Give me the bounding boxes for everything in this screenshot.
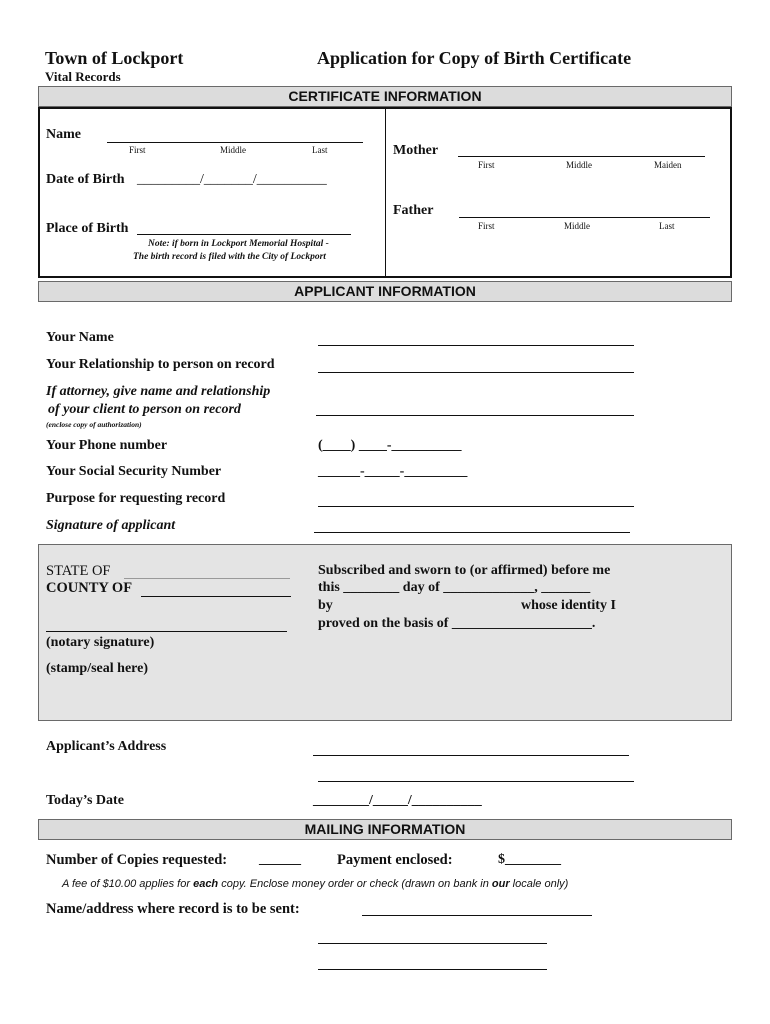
your-name-label: Your Name bbox=[46, 330, 114, 345]
fee-note: A fee of $10.00 applies for each copy. Enclose money order or check (drawn on bank in our locale only) bbox=[62, 878, 569, 890]
copies-label: Number of Copies requested: bbox=[46, 852, 228, 868]
copies-field[interactable]: ______ bbox=[259, 852, 301, 867]
signature-field[interactable] bbox=[314, 532, 630, 533]
form-title: Application for Copy of Birth Certificate bbox=[317, 48, 632, 68]
sworn-line-3a: by bbox=[318, 598, 333, 613]
notary-signature-field[interactable] bbox=[46, 631, 287, 632]
send-to-label: Name/address where record is to be sent: bbox=[46, 901, 300, 917]
county-of-field[interactable] bbox=[141, 596, 291, 597]
phone-label: Your Phone number bbox=[46, 438, 168, 453]
payment-label: Payment enclosed: bbox=[337, 852, 453, 868]
father-sub-first: First bbox=[478, 221, 495, 231]
purpose-field[interactable] bbox=[318, 506, 634, 507]
address-label: Applicant’s Address bbox=[46, 739, 167, 754]
phone-field[interactable]: (____) ____-__________ bbox=[318, 438, 462, 453]
mother-field[interactable] bbox=[458, 156, 705, 157]
sworn-line-1: Subscribed and sworn to (or affirmed) before me bbox=[318, 563, 611, 578]
department-subtitle: Vital Records bbox=[45, 69, 121, 84]
send-to-line-3[interactable] bbox=[318, 969, 547, 970]
attorney-note: (enclose copy of authorization) bbox=[46, 420, 142, 429]
attorney-field[interactable] bbox=[316, 415, 634, 416]
ssn-field[interactable]: ______-_____-_________ bbox=[318, 464, 468, 479]
county-of-label: COUNTY OF bbox=[46, 580, 133, 596]
mother-sub-middle: Middle bbox=[566, 160, 592, 170]
attorney-label-2: of your client to person on record bbox=[48, 402, 241, 417]
father-sub-last: Last bbox=[659, 221, 675, 231]
stamp-label: (stamp/seal here) bbox=[46, 661, 148, 676]
pob-label: Place of Birth bbox=[46, 221, 129, 236]
relationship-field[interactable] bbox=[318, 372, 634, 373]
send-to-line-1[interactable] bbox=[362, 915, 592, 916]
pob-note-2: The birth record is filed with the City of Lockport bbox=[133, 252, 326, 262]
payment-field[interactable]: $________ bbox=[498, 852, 561, 867]
pob-field[interactable] bbox=[137, 234, 351, 235]
signature-label: Signature of applicant bbox=[46, 518, 176, 533]
attorney-label-1: If attorney, give name and relationship bbox=[46, 384, 271, 399]
mother-label: Mother bbox=[393, 143, 439, 158]
address-line-1[interactable] bbox=[313, 755, 629, 756]
notary-signature-label: (notary signature) bbox=[46, 635, 155, 650]
dob-label: Date of Birth bbox=[46, 172, 125, 187]
purpose-label: Purpose for requesting record bbox=[46, 491, 226, 506]
father-label: Father bbox=[393, 203, 434, 218]
name-sub-last: Last bbox=[312, 145, 328, 155]
sworn-line-4: proved on the basis of ____________________. bbox=[318, 616, 596, 631]
certificate-section-header: CERTIFICATE INFORMATION bbox=[38, 86, 732, 107]
name-field[interactable] bbox=[107, 142, 363, 143]
state-of-label: STATE OF bbox=[46, 563, 111, 579]
name-sub-first: First bbox=[129, 145, 146, 155]
town-title: Town of Lockport bbox=[45, 48, 184, 68]
mother-sub-maiden: Maiden bbox=[654, 160, 682, 170]
send-to-line-2[interactable] bbox=[318, 943, 547, 944]
applicant-section-header: APPLICANT INFORMATION bbox=[38, 281, 732, 302]
sworn-line-3b: whose identity I bbox=[521, 598, 616, 613]
certificate-divider bbox=[385, 108, 386, 277]
address-line-2[interactable] bbox=[318, 781, 634, 782]
sworn-line-2: this ________ day of _____________, _______ bbox=[318, 580, 591, 595]
mother-sub-first: First bbox=[478, 160, 495, 170]
your-name-field[interactable] bbox=[318, 345, 634, 346]
name-label: Name bbox=[46, 127, 81, 142]
mailing-section-header: MAILING INFORMATION bbox=[38, 819, 732, 840]
today-label: Today’s Date bbox=[46, 793, 124, 808]
father-field[interactable] bbox=[459, 217, 710, 218]
pob-note-1: Note: if born in Lockport Memorial Hospital - bbox=[148, 239, 329, 249]
state-of-field[interactable] bbox=[124, 578, 290, 579]
ssn-label: Your Social Security Number bbox=[46, 464, 222, 479]
relationship-label: Your Relationship to person on record bbox=[46, 357, 275, 372]
today-field[interactable]: ________/_____/__________ bbox=[313, 793, 482, 808]
father-sub-middle: Middle bbox=[564, 221, 590, 231]
name-sub-middle: Middle bbox=[220, 145, 246, 155]
dob-field[interactable]: _________/_______/__________ bbox=[137, 172, 327, 187]
